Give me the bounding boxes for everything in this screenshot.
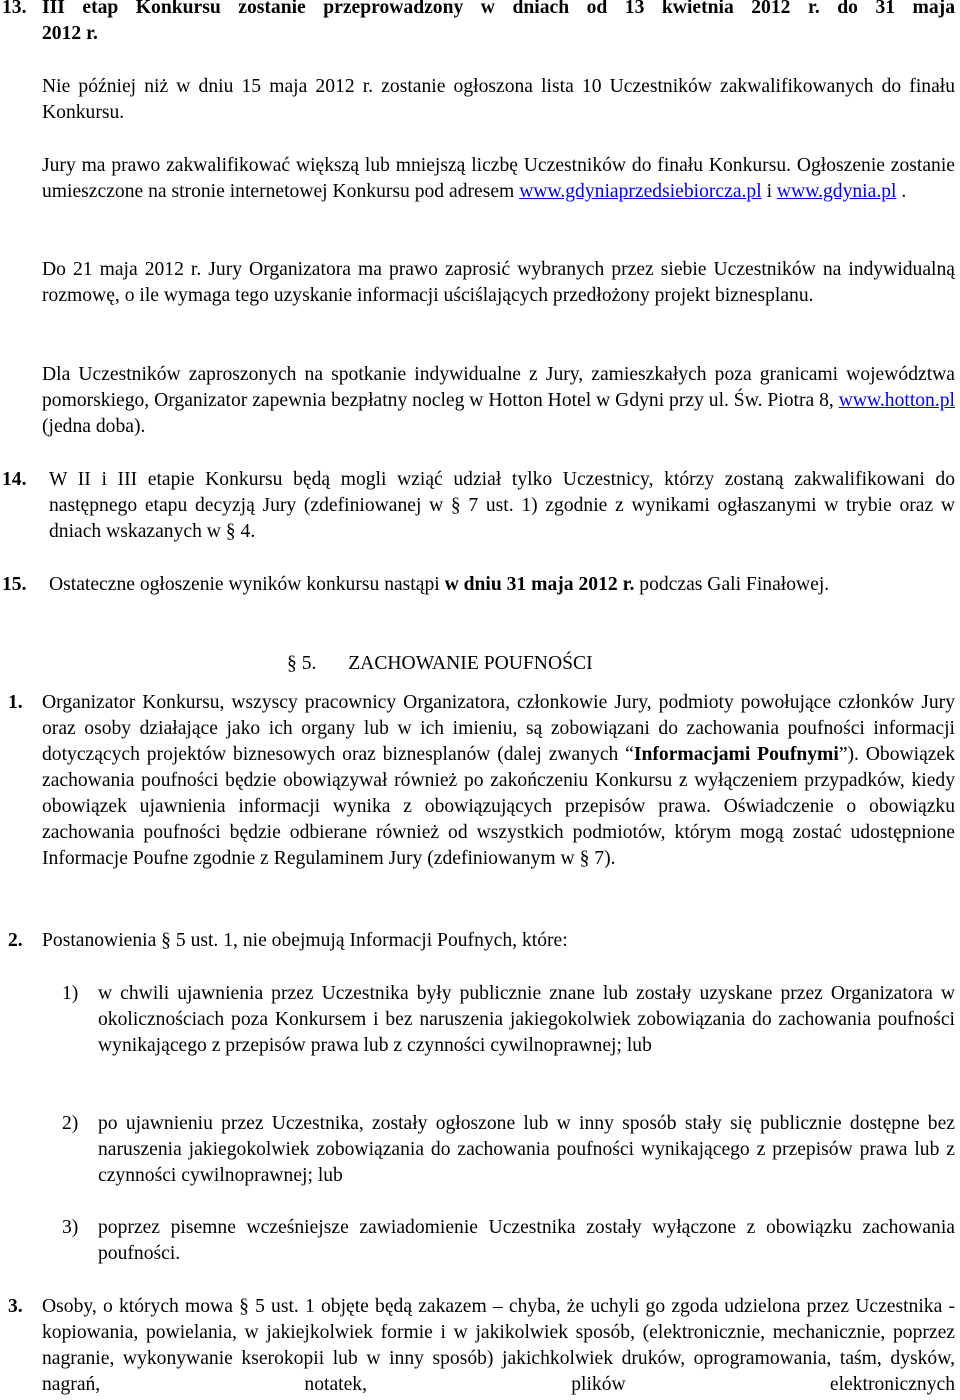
subitem-2-number: 2)	[62, 1113, 79, 1134]
link-hotton[interactable]: www.hotton.pl	[838, 390, 955, 411]
paragraph-2-and: i	[761, 181, 777, 202]
section-13-heading: III etap Konkursu zostanie przeprowadzony w dniach od 13 kwietnia 2012 r. do 31 maja	[42, 0, 955, 18]
section-15-text-a: Ostateczne ogłoszenie wyników konkursu nastąpi	[49, 574, 445, 595]
section-13-paragraph-1: Nie później niż w dniu 15 maja 2012 r. zostanie ogłoszona lista 10 Uczestników zakwalifikowanych do finału Konkursu.	[42, 76, 955, 123]
section-15-text	[49, 572, 955, 598]
item-2-number: 2.	[8, 930, 23, 951]
subitem-1-number: 1)	[62, 983, 79, 1004]
subitem-3-text: poprzez pisemne wcześniejsze zawiadomienie Uczestnika zostały wyłączone z obowiązku zachowania poufności.	[98, 1217, 955, 1264]
item-1-bold-term: Informacjami Poufnymi	[633, 744, 839, 765]
item-1-number: 1.	[8, 692, 23, 713]
section-5-number: § 5.	[287, 653, 317, 674]
link-gdyniaprzedsiebiorcza[interactable]: www.gdyniaprzedsiebiorcza.pl	[519, 181, 762, 202]
section-5-heading	[287, 651, 593, 677]
section-13-paragraph-3: Do 21 maja 2012 r. Jury Organizatora ma prawo zaprosić wybranych przez siebie Uczestników na indywidualną rozmowę, o ile wymaga tego uzyskanie informacji uściślających przedłożony projekt biznesplanu.	[42, 259, 955, 306]
section-15-text-b: podczas Gali Finałowej.	[634, 574, 830, 595]
section-13-paragraph-4	[42, 362, 955, 440]
section-13-paragraph-2	[42, 153, 955, 205]
item-2-text: Postanowienia § 5 ust. 1, nie obejmują Informacji Poufnych, które:	[42, 930, 568, 951]
section-14-text: W II i III etapie Konkursu będą mogli wziąć udział tylko Uczestnicy, którzy zostaną zakwalifikowani do następnego etapu decyzją Jury (zdefiniowanej w § 7 ust. 1) zgodnie z wynikami ogłaszanymi w trybie oraz w dniach wskazanych w § 4.	[49, 469, 955, 542]
section-15-date: w dniu 31 maja 2012 r.	[444, 574, 635, 595]
section-15-number: 15.	[2, 574, 27, 595]
item-1-text	[42, 690, 955, 872]
paragraph-4-text: Dla Uczestników zaproszonych na spotkanie indywidualne z Jury, zamieszkałych poza granicami województwa pomorskiego, Organizator zapewnia bezpłatny nocleg w Hotton Hotel w Gdyni przy ul. Św. Piotra 8,	[42, 364, 955, 411]
item-3-text: Osoby, o których mowa § 5 ust. 1 objęte będą zakazem – chyba, że uchyli go zgoda udzielona przez Uczestnika - kopiowania, powielania, w jakiejkolwiek formie i w jakikolwiek sposób, (elektronicznie, mechanicznie, poprzez nagranie, wykonywanie kserokopii lub w inny sposób) jakichkolwiek druków, oprogramowania, taśm, dysków, nagrań, notatek, plików elektronicznych	[42, 1296, 955, 1395]
subitem-1-text: w chwili ujawnienia przez Uczestnika były publicznie znane lub zostały uzyskane przez Organizatora w okolicznościach poza Konkursem i bez naruszenia jakiegokolwiek zobowiązania do zachowania poufności wynikającego z przepisów prawa lub z czynności cywilnoprawnej; lub	[98, 983, 955, 1056]
subitem-2-text: po ujawnieniu przez Uczestnika, zostały ogłoszone lub w inny sposób stały się publicznie dostępne bez naruszenia jakiegokolwiek zobowiązania do zachowania poufności wynikającego z przepisów prawa lub z czynności cywilnoprawnej; lub	[98, 1113, 955, 1186]
section-13-number: 13.	[2, 0, 27, 18]
section-5-title: ZACHOWANIE POUFNOŚCI	[348, 653, 593, 674]
item-1-text-a: Organizator Konkursu, wszyscy pracownicy Organizatora, członkowie Jury, podmioty powołujące członków Jury oraz osoby działające jako ich organy lub w ich imieniu, są zobowiązani do zachowania poufności informacji dotyczących projektów biznesowych oraz biznesplanów (dalej zwanych “	[42, 692, 955, 765]
subitem-3-number: 3)	[62, 1217, 79, 1238]
link-gdynia[interactable]: www.gdynia.pl	[776, 181, 897, 202]
section-14-number: 14.	[2, 469, 27, 490]
item-3-number: 3.	[8, 1296, 23, 1317]
section-13-heading-cont: 2012 r.	[42, 23, 98, 44]
item-1-text-b: ”). Obowiązek zachowania poufności będzie obowiązywał również po zakończeniu Konkursu z wyłączeniem przypadków, kiedy obowiązek ujawnienia informacji wynika z obowiązujących przepisów prawa. Oświadczenie o obowiązku zachowania poufności będzie odbierane również od wszystkich podmiotów, którym mogą zostać udostępnione Informacje Poufne zgodnie z Regulaminem Jury (zdefiniowanym w § 7).	[42, 744, 955, 869]
paragraph-2-end: .	[896, 181, 907, 202]
paragraph-4-end: (jedna doba).	[42, 416, 146, 437]
paragraph-2-text: Jury ma prawo zakwalifikować większą lub mniejszą liczbę Uczestników do finału Konkursu. Ogłoszenie zostanie umieszczone na stronie internetowej Konkursu pod adresem	[42, 155, 955, 202]
